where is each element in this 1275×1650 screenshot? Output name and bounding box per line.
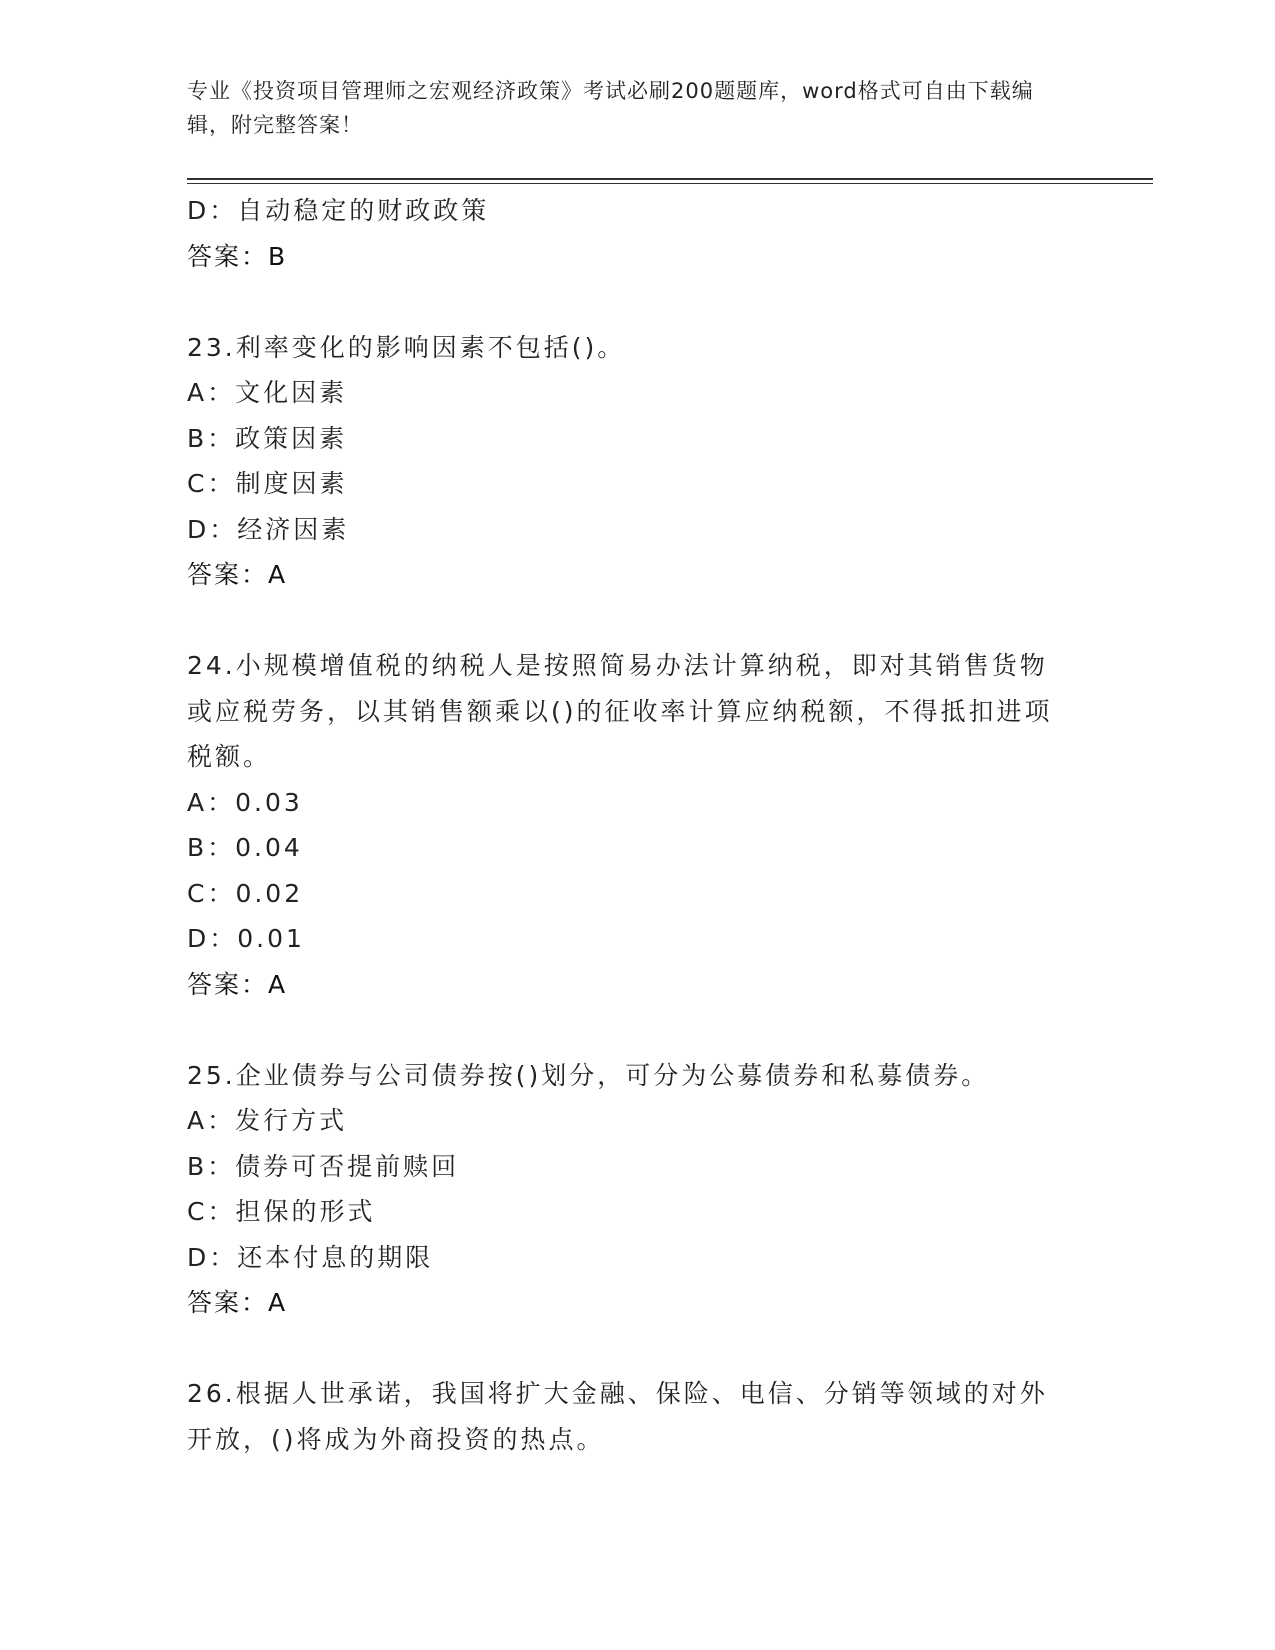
option-b: B：债券可否提前赎回 [187, 1151, 460, 1181]
question-stem: 25.企业债券与公司债券按()划分，可分为公募债券和私募债券。 [187, 1060, 990, 1090]
question-25 [187, 1053, 1087, 1326]
option-a: A：文化因素 [187, 378, 348, 407]
option-b: B：政策因素 [187, 423, 348, 453]
option-c: C：担保的形式 [187, 1197, 376, 1226]
question-23 [187, 325, 1087, 598]
spacer [187, 279, 1087, 325]
spacer [187, 1007, 1087, 1053]
answer-line: 答案：A [187, 560, 288, 589]
spacer [187, 1326, 1087, 1372]
option-b: B：0.04 [187, 833, 303, 862]
question-stem: 23.利率变化的影响因素不包括()。 [187, 332, 626, 362]
answer-line: 答案：B [187, 241, 288, 271]
answer-line: 答案：A [187, 1288, 288, 1317]
option-c: C：制度因素 [187, 469, 348, 498]
question-24 [187, 643, 1087, 1007]
option-d: D：自动稳定的财政政策 [187, 196, 490, 225]
spacer [187, 598, 1087, 644]
document-header: 专业《投资项目管理师之宏观经济政策》考试必刷200题题库，word格式可自由下载编辑，附完整答案！ [187, 79, 1034, 137]
option-a: A：发行方式 [187, 1106, 348, 1135]
option-d: D：0.01 [187, 924, 305, 953]
question-stem: 24.小规模增值税的纳税人是按照简易办法计算纳税，即对其销售货物或应税劳务，以其销售额乘以()的征收率计算应纳税额，不得抵扣进项税额。 [187, 651, 1053, 771]
question-26 [187, 1371, 1087, 1462]
question-stem: 26.根据人世承诺，我国将扩大金融、保险、电信、分销等领域的对外开放，()将成为外商投资的热点。 [187, 1379, 1048, 1454]
answer-line: 答案：A [187, 969, 288, 999]
option-d: D：经济因素 [187, 514, 350, 544]
question-content [187, 188, 1087, 1462]
option-d: D：还本付息的期限 [187, 1242, 434, 1272]
option-a: A：0.03 [187, 787, 303, 817]
option-c: C：0.02 [187, 878, 304, 908]
header-divider-thin [187, 183, 1153, 184]
header-divider [187, 178, 1153, 180]
